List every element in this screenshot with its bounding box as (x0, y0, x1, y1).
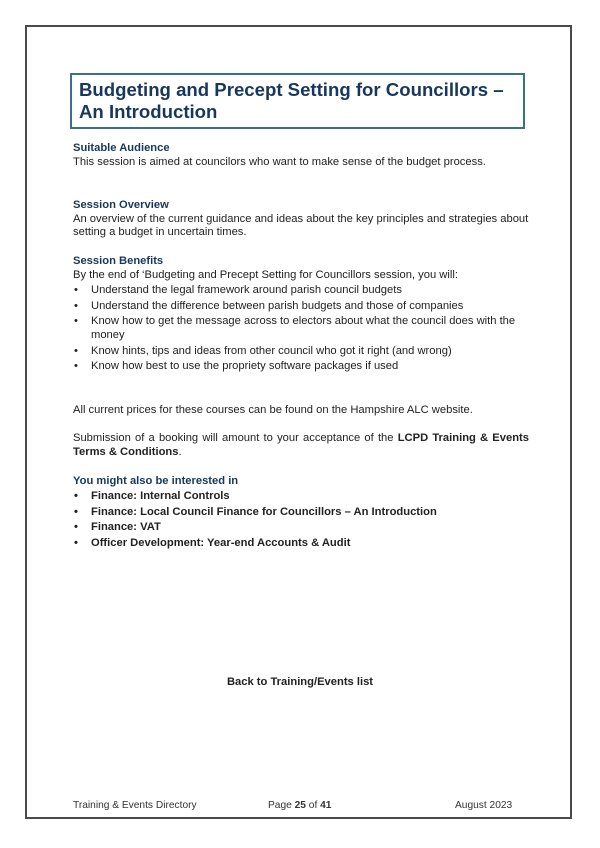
related-course-link[interactable]: • Finance: Local Council Finance for Councillors – An Introduction (73, 506, 529, 520)
list-item: • Understand the legal framework around parish council budgets (73, 284, 529, 298)
title-box (70, 73, 525, 129)
related-heading: You might also be interested in (73, 474, 239, 487)
list-item: • Know how best to use the propriety software packages if used (73, 360, 529, 374)
footer-title: Training & Events Directory (73, 800, 197, 811)
page-total: 41 (320, 800, 332, 811)
page-sep: of (305, 800, 321, 811)
benefits-heading: Session Benefits (73, 254, 164, 267)
submission-text (73, 432, 529, 459)
overview-text: An overview of the current guidance and ideas about the key principles and strategies about setting a budget in uncertain times. (73, 212, 529, 239)
footer-date: August 2023 (455, 800, 513, 811)
related-list (73, 490, 529, 550)
benefits-intro: By the end of ‘Budgeting and Precept Setting for Councillors session, you will: (73, 268, 458, 281)
list-item: • Know hints, tips and ideas from other council who got it right (and wrong) (73, 345, 529, 359)
audience-heading: Suitable Audience (73, 142, 170, 154)
list-item: • Know how to get the message across to electors about what the council does with the money (73, 315, 529, 342)
page-prefix: Page (268, 800, 295, 811)
back-to-list-link[interactable]: Back to Training/Events list (226, 676, 374, 688)
terms-link[interactable]: LCPD Training & Events Terms & Conditions (73, 432, 529, 458)
benefits-list (73, 284, 529, 374)
related-course-link[interactable]: • Finance: VAT (73, 521, 529, 535)
submission-prefix: Submission of a booking will amount to your acceptance of the (73, 432, 398, 445)
page-current: 25 (294, 800, 306, 811)
list-item: • Understand the difference between parish budgets and those of companies (73, 300, 529, 314)
related-course-link[interactable]: • Officer Development: Year-end Accounts & Audit (73, 537, 529, 551)
page-title: Budgeting and Precept Setting for Councillors – An Introduction (79, 79, 504, 122)
submission-suffix: . (178, 445, 182, 458)
audience-text: This session is aimed at councilors who want to make sense of the budget process. (73, 155, 486, 168)
prices-text: All current prices for these courses can be found on the Hampshire ALC website. (73, 403, 473, 416)
footer-page-number (268, 800, 331, 811)
related-course-link[interactable]: • Finance: Internal Controls (73, 490, 529, 504)
main-content (73, 142, 529, 550)
overview-heading: Session Overview (73, 199, 169, 212)
